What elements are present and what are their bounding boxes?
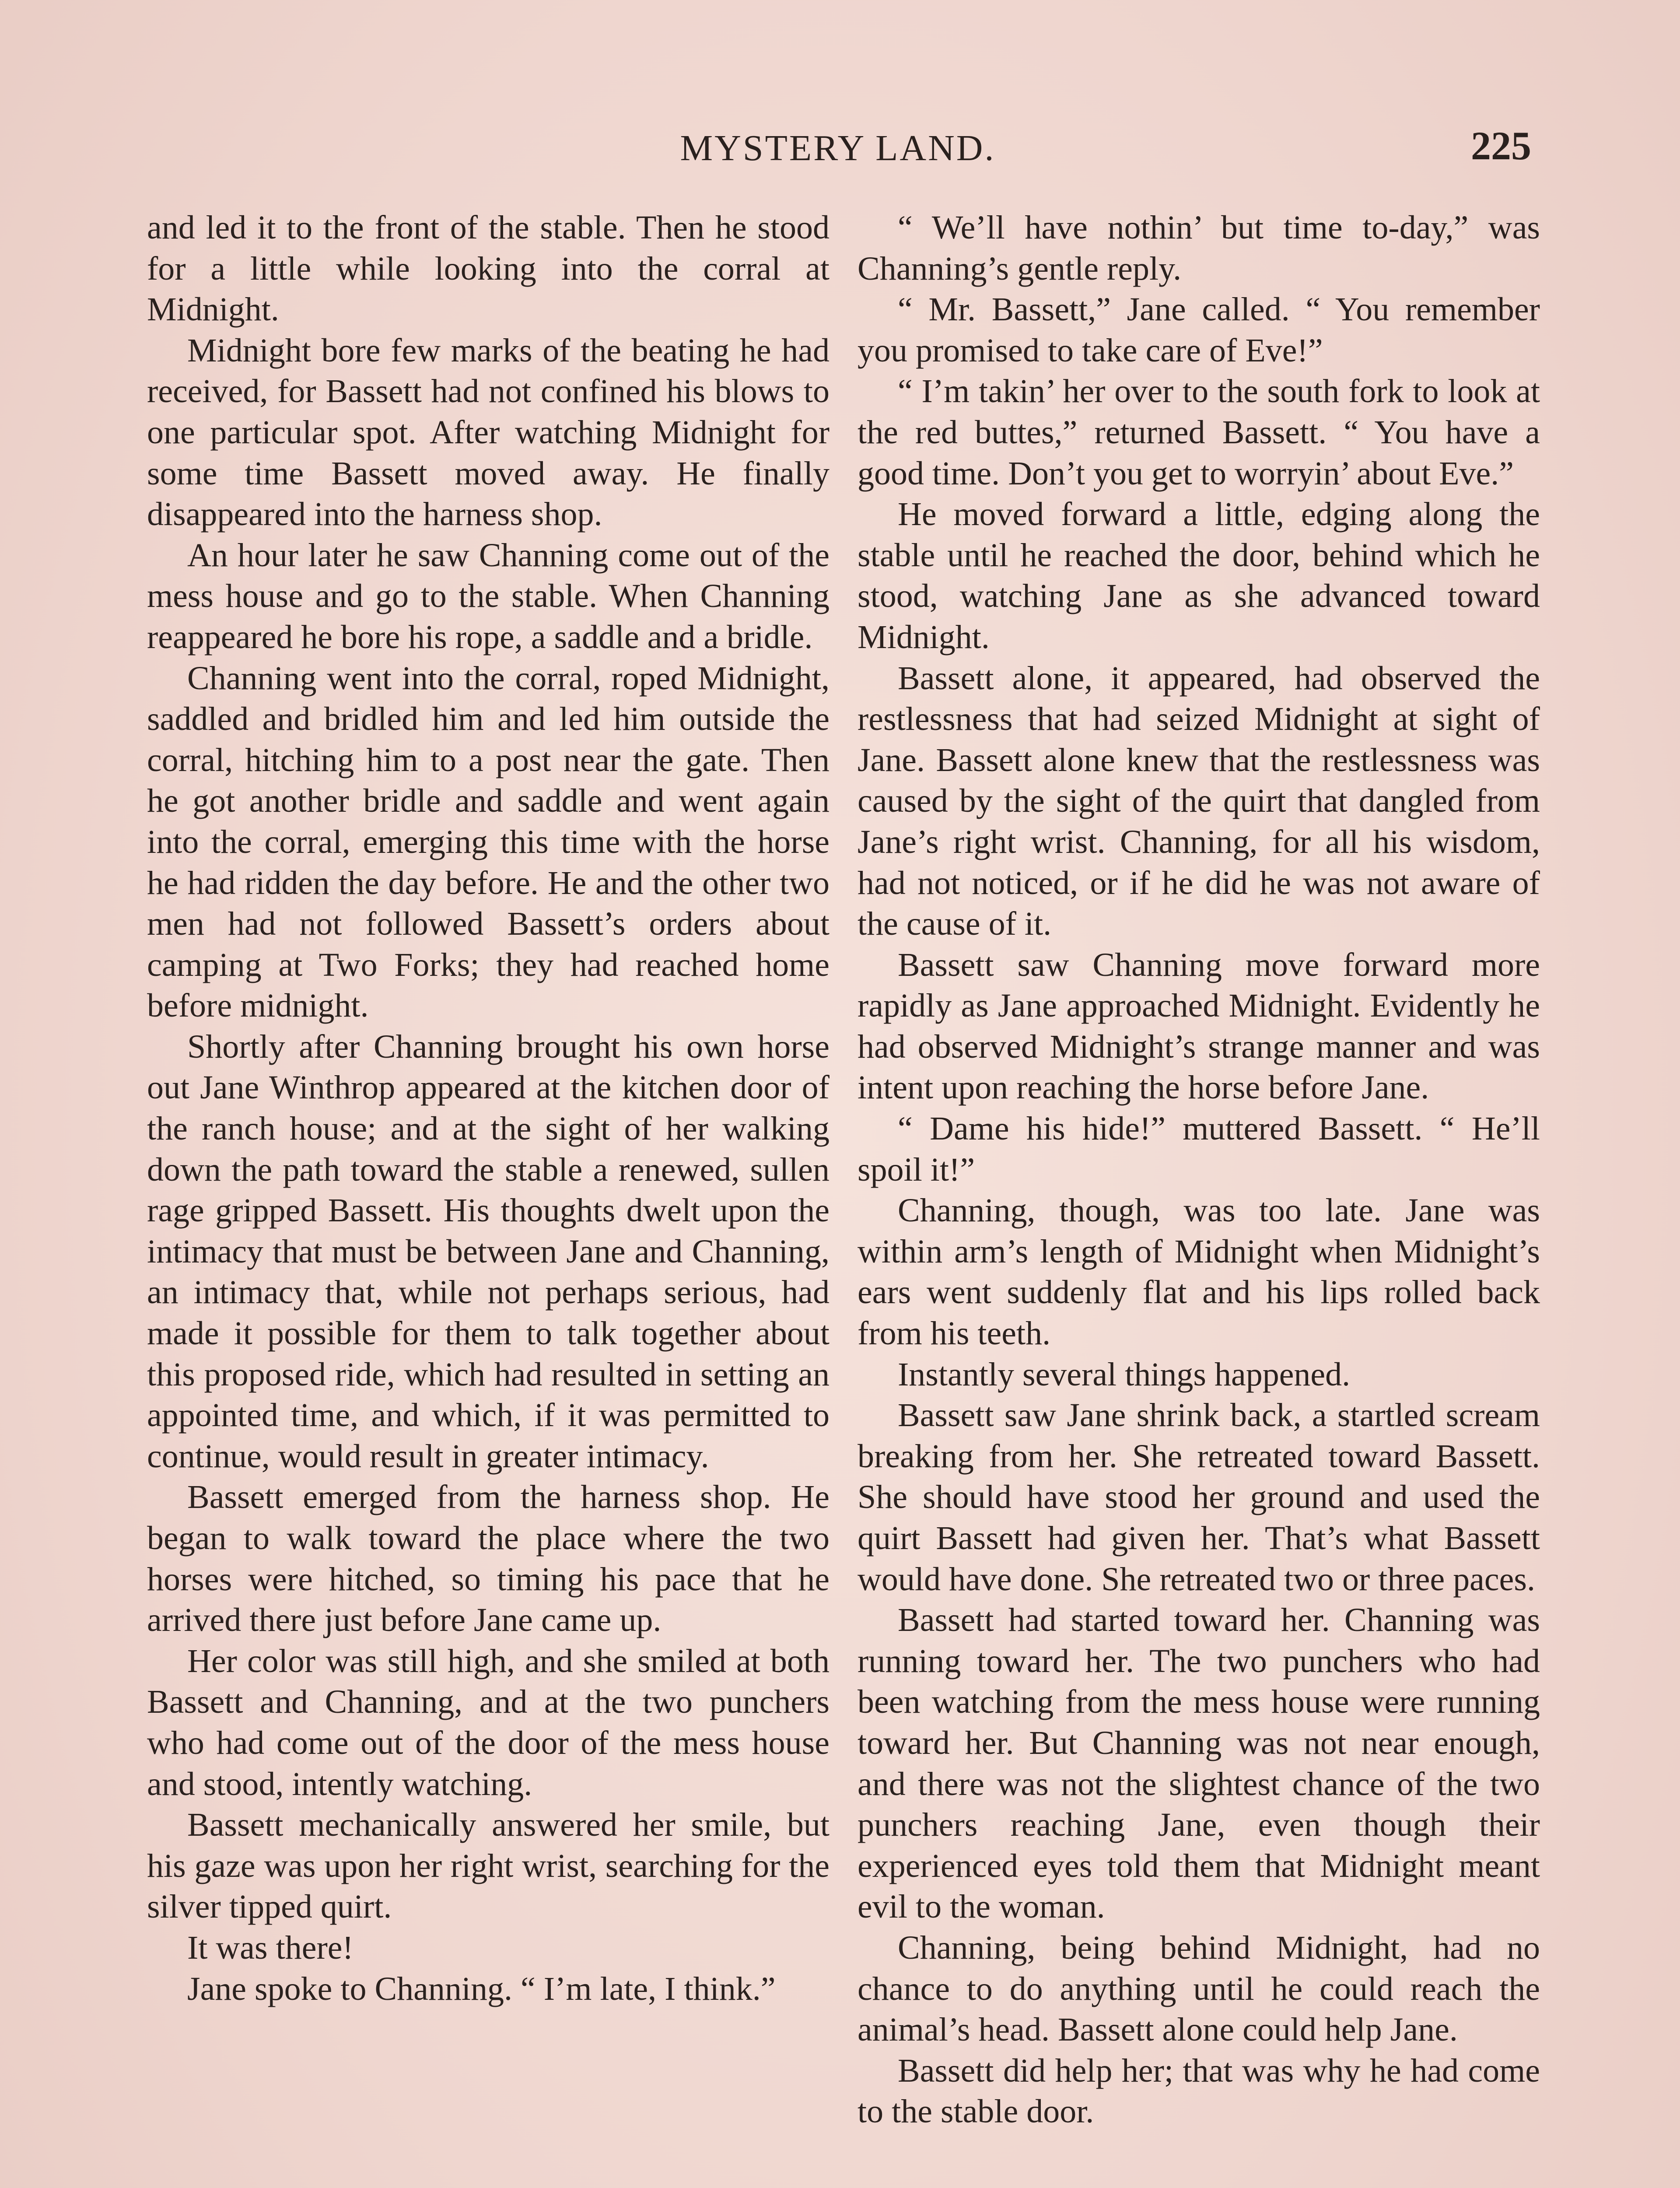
paragraph: Instantly several things happened. (898, 1356, 1351, 1393)
paragraph: Bassett had started toward her. Channing was running toward her. The two punchers who had been watching from the mess house were running toward her. But Channing was not near enough, and there was not the slightest chance of the two punchers reaching Jane, even though their experienced eyes told them that Midnight meant evil to the woman. (858, 1602, 1540, 1925)
running-title: MYSTERY LAND. (680, 128, 996, 168)
paragraph: Channing, though, was too late. Jane was within arm’s length of Midnight when Midnight’s ears went suddenly flat and his lips rolled back from his teeth. (858, 1192, 1540, 1352)
paragraph: Channing, being behind Midnight, had no chance to do anything until he could reach the animal’s head. Bassett alone could help Jane. (858, 1929, 1540, 2048)
paragraph: Shortly after Channing brought his own horse out Jane Winthrop appeared at the kitchen door of the ranch house; and at the sight of her walking down the path toward the stable a renewed, sullen rage gripped Bassett. His thoughts dwelt upon the intimacy that must be between Jane and Channing, an intimacy that, while not perhaps serious, had made it possible for them to talk together about this proposed ride, which had resulted in setting an appointed time, and which, if it was permitted to continue, would result in greater intimacy. (147, 1028, 830, 1475)
paragraph: It was there! (187, 1929, 354, 1966)
paragraph: An hour later he saw Channing come out of the mess house and go to the stable. When Channing reappeared he bore his rope, a saddle and a bridle. (147, 536, 830, 656)
paragraph: “ We’ll have nothin’ but time to-day,” was Channing’s gentle reply. (858, 209, 1540, 287)
paragraph: Jane spoke to Channing. “ I’m late, I think.” (187, 1970, 776, 2007)
left-text-column (147, 207, 830, 2009)
page-number: 225 (1471, 123, 1531, 168)
paragraph: He moved forward a little, edging along the stable until he reached the door, behind which he stood, watching Jane as she advanced toward Midnight. (858, 496, 1540, 656)
paragraph: Channing went into the corral, roped Midnight, saddled and bridled him and led him outside the corral, hitching him to a post near the gate. Then he got another bridle and saddle and went again into the corral, emerging this time with the horse he had ridden the day before. He and the other two men had not followed Bassett’s orders about camping at Two Forks; they had reached home before midnight. (147, 659, 830, 1024)
paragraph: and led it to the front of the stable. Then he stood for a little while looking into the corral at Midnight. (147, 209, 830, 328)
paragraph: Midnight bore few marks of the beating he had received, for Bassett had not confined his blows to one particular spot. After watching Midnight for some time Bassett moved away. He finally disappeared into the harness shop. (147, 332, 830, 533)
running-header (144, 123, 1531, 175)
paragraph: Her color was still high, and she smiled at both Bassett and Channing, and at the two punchers who had come out of the door of the mess house and stood, intently watching. (147, 1642, 830, 1802)
paragraph: Bassett mechanically answered her smile, but his gaze was upon her right wrist, searching for the silver tipped quirt. (147, 1806, 830, 1925)
paragraph: Bassett did help her; that was why he had come to the stable door. (858, 2052, 1540, 2130)
paragraph: “ Mr. Bassett,” Jane called. “ You remember you promised to take care of Eve!” (858, 291, 1540, 369)
paragraph: Bassett emerged from the harness shop. He began to walk toward the place where the two horses were hitched, so timing his pace that he arrived there just before Jane came up. (147, 1479, 830, 1639)
right-text-column (858, 207, 1540, 2132)
paragraph: Bassett saw Jane shrink back, a startled scream breaking from her. She retreated toward Bassett. She should have stood her ground and used the quirt Bassett had given her. That’s what Bassett would have done. She retreated two or three paces. (858, 1397, 1540, 1598)
paragraph: “ Dame his hide!” muttered Bassett. “ He’ll spoil it!” (858, 1110, 1540, 1188)
paragraph: “ I’m takin’ her over to the south fork to look at the red buttes,” returned Bassett. “ You have a good time. Don’t you get to worryin’ about Eve.” (858, 373, 1540, 492)
paragraph: Bassett saw Channing move forward more rapidly as Jane approached Midnight. Evidently he had observed Midnight’s strange manner and was intent upon reaching the horse before Jane. (858, 946, 1540, 1106)
paragraph: Bassett alone, it appeared, had observed the restlessness that had seized Midnight at sight of Jane. Bassett alone knew that the restlessness was caused by the sight of the quirt that dangled from Jane’s right wrist. Channing, for all his wisdom, had not noticed, or if he did he was not aware of the cause of it. (858, 659, 1540, 943)
